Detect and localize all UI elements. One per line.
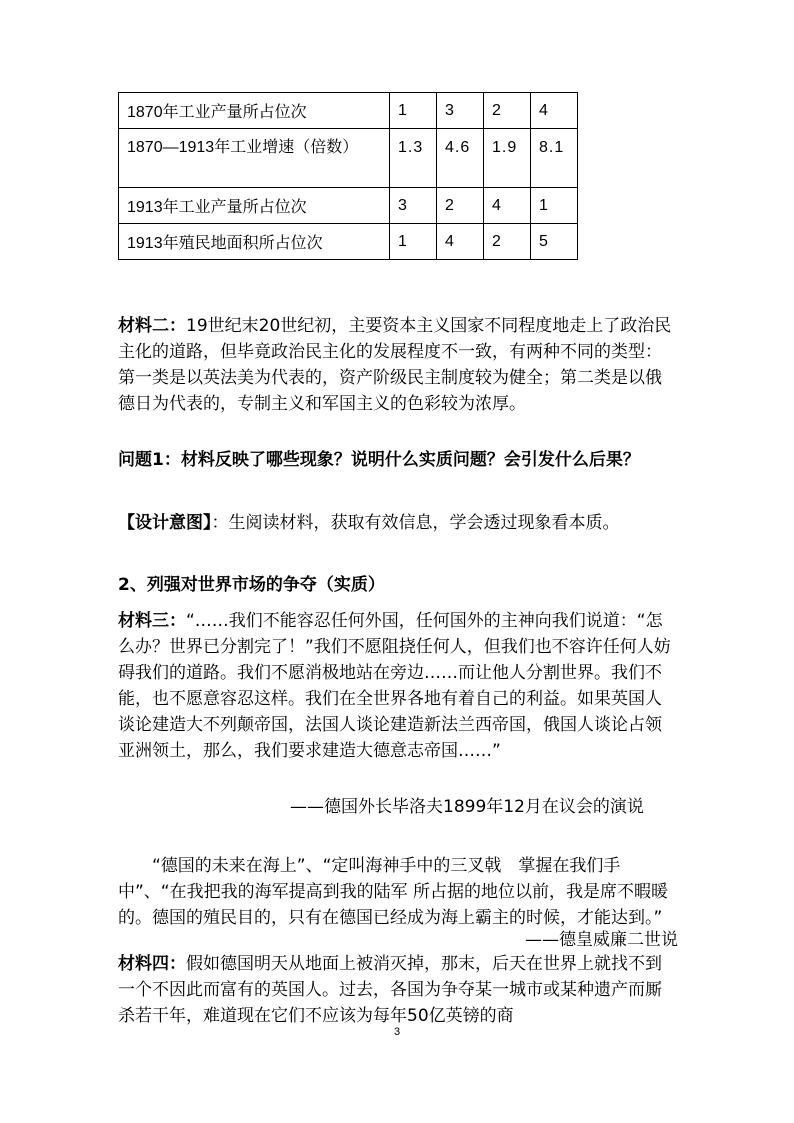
cell: 4.6 [437,129,484,188]
cell: 8.1 [531,129,578,188]
table-row [119,129,578,188]
cell: 1 [390,224,437,260]
row-label: 1870—1913年工业增速（倍数） [119,129,390,188]
kaiser-quote-text: “德国的未来在海上”、“定叫海神手中的三叉戟 掌握在我们手中”、“在我把我的海军提高到我的陆军 所占据的地位以前，我是席不暇暖的。德国的殖民目的，只有在德国已经成为海上霸主的时候，才能达到。” [118,856,669,928]
question-one: 问题1：材料反映了哪些现象？说明什么实质问题？会引发什么后果？ [118,450,640,470]
cell: 2 [437,188,484,224]
cell: 1 [531,188,578,224]
material-three-source: ——德国外长毕洛夫1899年12月在议会的演说 [290,797,644,817]
material-two-paragraph [118,313,678,417]
row-label: 1913年殖民地面积所占位次 [119,224,390,260]
material-four-text: 假如德国明天从地面上被消灭掉，那末，后天在世界上就找不到一个不因此而富有的英国人。过去，各国为争夺某一城市或某种遗产而厮杀若干年，难道现在它们不应该为每年50亿英镑的商 [118,954,662,1026]
material-two-text: 19世纪末20世纪初，主要资本主义国家不同程度地走上了政治民主化的道路，但毕竟政治民主化的发展程度不一致，有两种不同的类型：第一类是以英法美为代表的，资产阶级民主制度较为健全；第二类是以俄德日为代表的，专制主义和军国主义的色彩较为浓厚。 [118,316,672,414]
cell: 4 [531,93,578,129]
cell: 1.3 [390,129,437,188]
design-intent-heading: 【设计意图】 [118,513,212,533]
cell: 3 [390,188,437,224]
industry-ranking-table [118,92,578,260]
page-number: 3 [393,1026,401,1038]
material-four-paragraph [118,951,678,1029]
material-four-heading: 材料四： [118,954,186,974]
kaiser-quote [118,853,678,931]
design-intent-text: ：生阅读材料，获取有效信息，学会透过现象看本质。 [211,513,620,533]
material-three-heading: 材料三： [118,611,186,631]
cell: 2 [484,93,531,129]
material-three-text: “……我们不能容忍任何外国，任何国外的主神向我们说道：“怎么办？世界已分割完了！”我们不愿阻挠任何人，但我们也不容许任何人妨碍我们的道路。我们不愿消极地站在旁边……而让他人分割世界。我们不能，也不愿意容忍这样。我们在全世界各地有着自己的利益。如果英国人谈论建造大不列颠帝国，法国人谈论建造新法兰西帝国，俄国人谈论占领亚洲领土，那么，我们要求建造大德意志帝国……” [118,611,671,761]
row-label: 1870年工业产量所占位次 [119,93,390,129]
table-row [119,188,578,224]
material-three-paragraph [118,608,678,764]
row-label: 1913年工业产量所占位次 [119,188,390,224]
table-row [119,93,578,129]
design-intent-paragraph [118,510,678,536]
cell: 4 [437,224,484,260]
cell: 1.9 [484,129,531,188]
cell: 5 [531,224,578,260]
material-two-heading: 材料二： [118,316,186,336]
cell: 3 [437,93,484,129]
section-two-heading: 2、列强对世界市场的争夺（实质） [118,575,385,595]
table-row [119,224,578,260]
cell: 1 [390,93,437,129]
kaiser-quote-source: ——德皇威廉二世说 [525,930,678,950]
cell: 4 [484,188,531,224]
cell: 2 [484,224,531,260]
